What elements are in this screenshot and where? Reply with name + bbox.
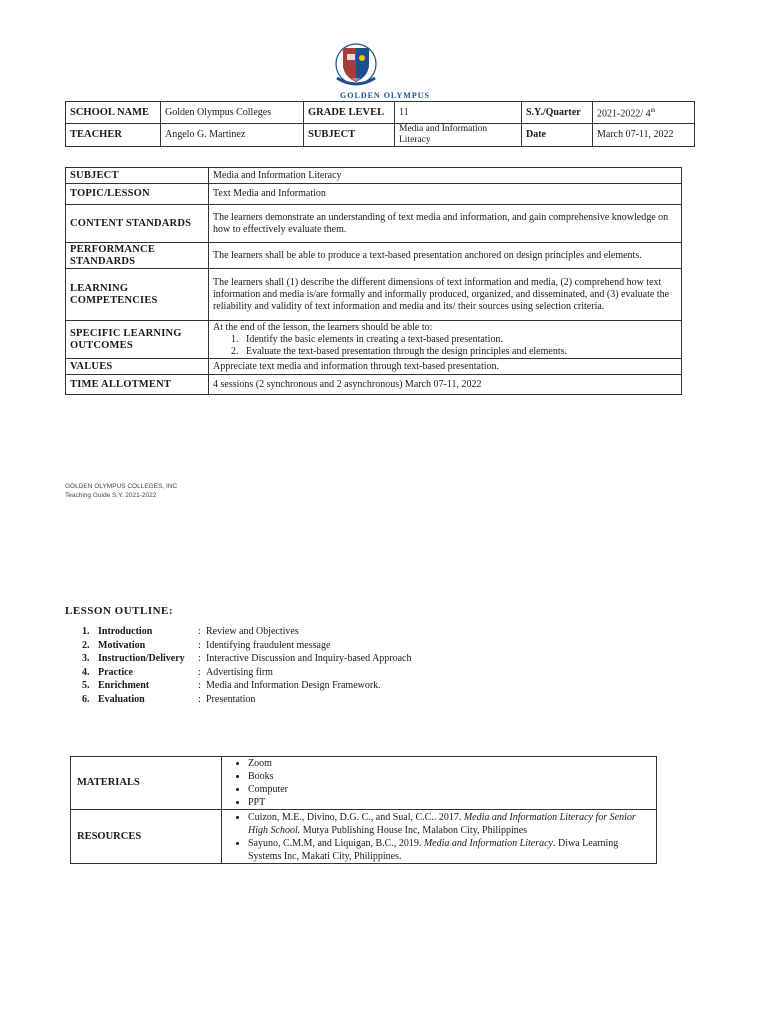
performance-standards-value: The learners shall be able to produce a text-based presentation anchored on design principles and elements. — [209, 243, 682, 269]
learning-competencies-label: LEARNING COMPETENCIES — [66, 269, 209, 321]
resources-label: RESOURCES — [71, 810, 222, 864]
outcome-item: 1. Identify the basic elements in creating a text-based presentation. — [231, 333, 503, 345]
materials-label: MATERIALS — [71, 757, 222, 810]
outline-desc: Advertising firm — [206, 666, 273, 678]
resource-2-post: . Diwa Learning Systems Inc, Makati City, Philippines. — [248, 837, 619, 862]
lesson-details-table — [65, 167, 682, 395]
sy-quarter-value: 2021-2022/ 4 — [597, 108, 651, 120]
teacher-value: Angelo G. Martinez — [161, 124, 304, 147]
outline-name: Evaluation — [98, 693, 145, 705]
sy-quarter-cell — [593, 102, 695, 124]
date-label: Date — [522, 124, 593, 147]
resource-1-pre: Cuizon, M.E., Divino, D.G. C., and Sual, C.C.. 2017. — [248, 811, 464, 823]
outline-desc: Media and Information Design Framework. — [206, 680, 381, 692]
time-allotment-value: 4 sessions (2 synchronous and 2 asynchronous) March 07-11, 2022 — [209, 375, 682, 395]
outline-item: 3. Instruction/Delivery : Interactive Discussion and Inquiry-based Approach — [82, 653, 412, 665]
time-allotment-label: TIME ALLOTMENT — [66, 375, 209, 395]
materials-item: • PPT — [248, 796, 652, 809]
materials-item: • Zoom — [248, 757, 652, 770]
sy-quarter-label: S.Y./Quarter — [522, 102, 593, 124]
resource-item — [248, 811, 652, 837]
page-footer — [65, 482, 177, 500]
materials-item: • Books — [248, 770, 652, 783]
subject-row-value: Media and Information Literacy — [209, 168, 682, 184]
outline-num: 2. — [82, 639, 90, 651]
outline-name: Enrichment — [98, 680, 150, 692]
date-value: March 07-11, 2022 — [593, 124, 695, 147]
outcome-item: 2. Evaluate the text-based presentation through the design principles and elements. — [231, 345, 568, 357]
footer-line-2: Teaching Guide S.Y. 2021-2022 — [65, 492, 157, 499]
outline-num: 4. — [82, 666, 90, 678]
school-name-label: SCHOOL NAME — [66, 102, 161, 124]
materials-resources-table — [70, 756, 657, 864]
lesson-outline-list — [82, 625, 412, 707]
content-standards-value: The learners demonstrate an understanding of text media and information, and gain comprehensive knowledge on how to effectively evaluate them. — [209, 205, 682, 243]
resource-1-post: Mutya Publishing House Inc, Malabon City, Philippines — [300, 824, 528, 836]
outline-desc: Presentation — [206, 693, 256, 705]
subject-value: Media and Information Literacy — [395, 124, 522, 147]
specific-outcomes-cell — [209, 321, 682, 359]
outline-num: 3. — [82, 653, 90, 665]
outline-desc: Review and Objectives — [206, 626, 299, 637]
outline-item: 1. Introduction : Review and Objectives — [82, 626, 299, 637]
outline-item: 4. Practice : Advertising firm — [82, 666, 273, 678]
teacher-label: TEACHER — [66, 124, 161, 147]
resources-cell — [222, 810, 657, 864]
outline-name: Motivation — [98, 639, 146, 651]
grade-level-label: GRADE LEVEL — [304, 102, 395, 124]
outline-desc: Identifying fraudulent message — [206, 639, 331, 651]
topic-row-label: TOPIC/LESSON — [66, 184, 209, 205]
specific-outcomes-intro: At the end of the lesson, the learners should be able to: — [213, 321, 433, 333]
grade-level-value: 11 — [395, 102, 522, 124]
school-name-value: Golden Olympus Colleges — [161, 102, 304, 124]
resource-2-title: Media and Information Literacy — [423, 837, 553, 849]
lesson-outline-heading: LESSON OUTLINE: — [65, 605, 174, 617]
outline-num: 1. — [82, 626, 90, 637]
logo-text: GOLDEN OLYMPUS — [340, 91, 430, 100]
outline-item: 6. Evaluation : Presentation — [82, 693, 256, 705]
outline-name: Instruction/Delivery — [98, 653, 185, 665]
resource-2-pre: Sayuno, C.M.M, and Liquigan, B.C., 2019. — [248, 837, 424, 849]
learning-competencies-value: The learners shall (1) describe the different dimensions of text information and media, (2) comprehend how text information and media is/are formally and informally produced, organized, and disseminated, and (3) evaluate the reliability and validity of text information and media and its/ their sources using selection criteria. — [209, 269, 682, 321]
materials-cell — [222, 757, 657, 810]
materials-item: • Computer — [248, 783, 652, 796]
outline-name: Introduction — [98, 626, 153, 637]
outline-num: 6. — [82, 693, 90, 705]
subject-label: SUBJECT — [304, 124, 395, 147]
outline-item: 2. Motivation : Identifying fraudulent message — [82, 639, 331, 651]
performance-standards-label: PERFORMANCE STANDARDS — [66, 243, 209, 269]
logo-year: 1985 — [352, 77, 360, 82]
content-standards-label: CONTENT STANDARDS — [66, 205, 209, 243]
values-label: VALUES — [66, 359, 209, 375]
topic-row-value: Text Media and Information — [209, 184, 682, 205]
resources-list — [226, 811, 652, 863]
materials-list — [226, 757, 652, 809]
school-info-table — [65, 101, 695, 147]
outline-item: 5. Enrichment : Media and Information Design Framework. — [82, 680, 381, 692]
outcome-item-text: Evaluate the text-based presentation through the design principles and elements. — [246, 345, 568, 357]
outline-num: 5. — [82, 680, 90, 692]
outcome-item-text: Identify the basic elements in creating a text-based presentation. — [246, 333, 503, 345]
resource-1-title: Media and Information Literacy for Senior High School. — [248, 811, 636, 836]
specific-outcomes-label: SPECIFIC LEARNING OUTCOMES — [66, 321, 209, 359]
school-logo — [333, 42, 379, 90]
subject-row-label: SUBJECT — [66, 168, 209, 184]
values-value: Appreciate text media and information through text-based presentation. — [209, 359, 682, 375]
sy-quarter-sup: th — [650, 107, 656, 114]
outline-name: Practice — [98, 666, 133, 678]
resource-item — [248, 837, 652, 863]
outline-desc: Interactive Discussion and Inquiry-based Approach — [206, 653, 412, 665]
footer-line-1: GOLDEN OLYMPUS COLLEGES, INC — [65, 483, 178, 490]
